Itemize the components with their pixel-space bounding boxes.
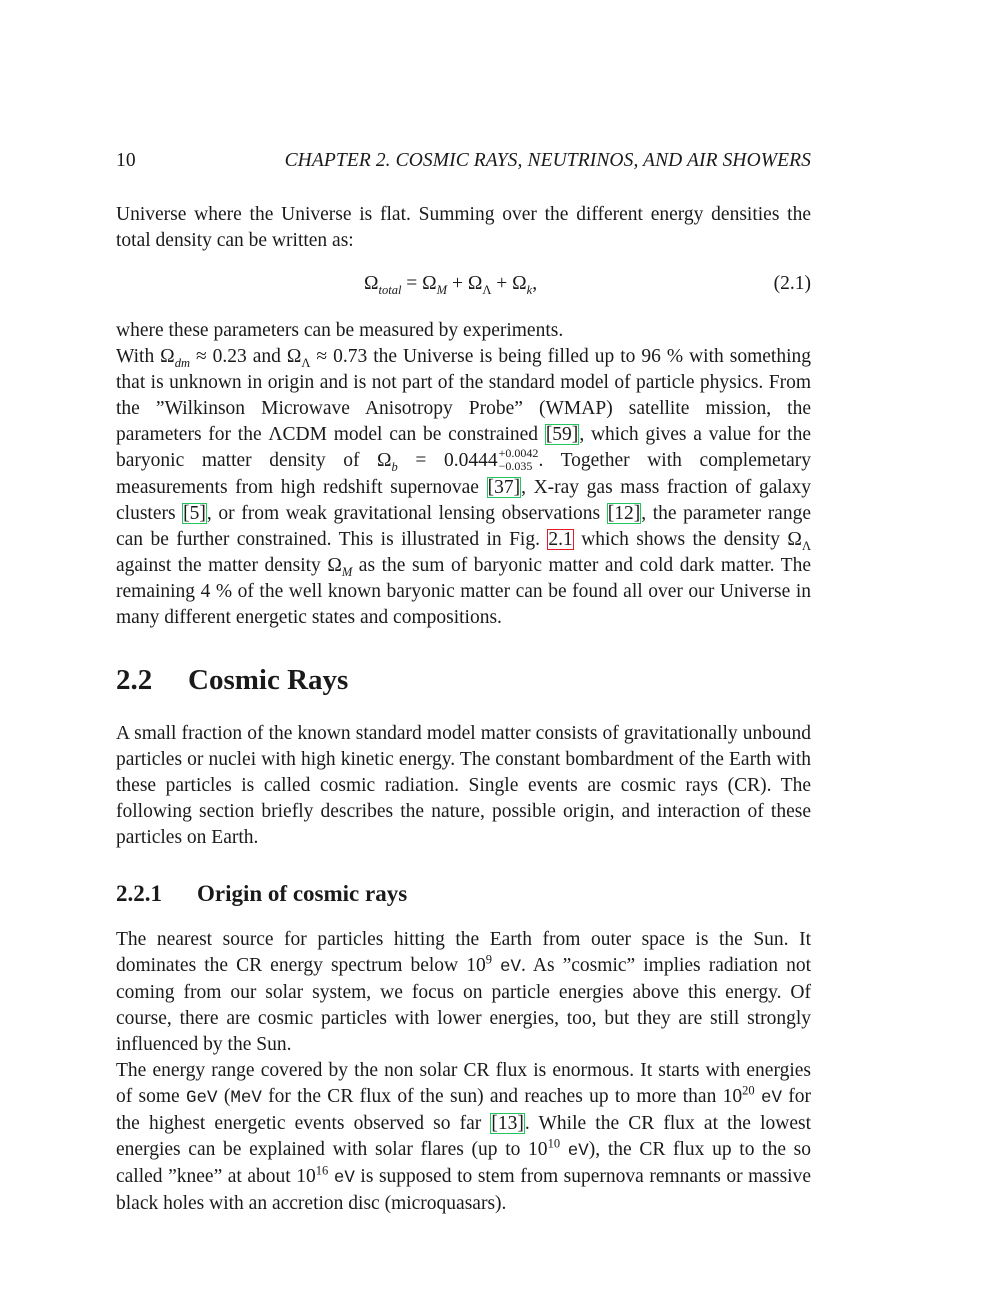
citation-link[interactable]: [13] (491, 1113, 524, 1134)
section-number: 2.2 (116, 664, 153, 696)
subsection-heading (116, 881, 407, 907)
cosmic-rays-paragraph: A small fraction of the known standard model matter consists of gravitationally unbound particles or nuclei with high kinetic energy. The constant bombardment of the Earth with these particles is called cosmic radiation. Single events are cosmic rays (CR). The following section briefly describes the nature, possible origin, and interaction of these particles on Earth. (116, 723, 811, 848)
citation-link[interactable]: [59] (545, 424, 579, 445)
origin-paragraph-2: The energy range covered by the non solar CR flux is enormous. It starts with energies of some GeV (MeV for the CR flux of the sun) and reaches up to more than $10^{20}$ eV for the highest energetic events observed so far [13]. While the CR flux at the lowest energies can be explained with solar flares (up to $10^{10}$ eV), the CR flux up to the so called ”knee” at about $10^{16}$ eV is supposed to stem from supernova remnants or massive black holes with an accretion disc (microquasars). (116, 1060, 811, 1214)
equation-2-1 (116, 273, 811, 301)
chapter-title: CHAPTER 2. COSMIC RAYS, NEUTRINOS, AND AIR SHOWERS (284, 150, 811, 171)
wmap-paragraph: With $\Omega_{dm} \approx 0.23$ and $\Omega_\Lambda \approx 0.73$ the Universe is being filled up to 96 % with something that is unknown in origin and is not part of the standard model of particle physics. From the ”Wilkinson Microwave Anisotropy Probe” (WMAP) satellite mission, the parameters for the ΛCDM model can be constrained [59], which gives a value for the baryonic matter density of $\Omega_b = 0.0444$ +0.0042 −0.035 . Together with complemetary measurements from high redshift supernovae [37], X-ray gas mass fraction of galaxy clusters [5], or from weak gravitational lensing observations [12], the parameter range can be further constrained. This is illustrated in Fig. 2.1 which shows the density $\Omega_\Lambda$ against the matter density $\Omega_M$ as the sum of baryonic matter and cold dark matter. The remaining 4 % of the well known baryonic matter can be found all over our Universe in many different energetic states and compositions. (116, 346, 812, 628)
subsection-title: Origin of cosmic rays (197, 881, 408, 906)
running-head (116, 150, 811, 172)
density-paragraph: where these parameters can be measured by experiments. With $\Omega_{dm} \approx 0.23$ and $\Omega_\Lambda \approx 0.73$ the Universe is being filled up to 96 % with something that is unknown in origin and is not part of the standard model of particle physics. From the ”Wilkinson Microwave Anisotropy Probe” (WMAP) satellite mission, the parameters for the ΛCDM model can be constrained [59], which gives a value for the baryonic matter density of $\Omega_b = 0.0444$ +0.0042 −0.035 . Together with complemetary measurements from high redshift supernovae [37], X-ray gas mass fraction of galaxy clusters [5], or from weak gravitational lensing observations [12], the parameter range can be further constrained. This is illustrated in Fig. 2.1 which shows the density $\Omega_\Lambda$ against the matter density $\Omega_M$ as the sum of baryonic matter and cold dark matter. The remaining 4 % of the well known baryonic matter can be found all over our Universe in many different energetic states and compositions. (116, 318, 811, 631)
origin-paragraphs (116, 927, 811, 1217)
citation-link[interactable]: [5] (183, 502, 206, 524)
intro-paragraph: Universe where the Universe is flat. Summing over the different energy densities the total density can be written as: (116, 204, 811, 251)
citation-link[interactable]: [37] (487, 476, 521, 498)
section-title: Cosmic Rays (188, 664, 349, 696)
page-number: 10 (116, 150, 136, 171)
subsection-number: 2.2.1 (116, 881, 162, 906)
section-heading (116, 664, 348, 697)
equation-number: (2.1) (773, 273, 811, 294)
equation-body: $\Omega_{total} = \Omega_M + \Omega_\Lambda + \Omega_k$, (364, 273, 538, 297)
figure-reference-link[interactable]: 2.1 (548, 528, 573, 550)
citation-link[interactable]: [12] (607, 502, 641, 524)
origin-paragraph-1: The nearest source for particles hitting the Earth from outer space is the Sun. It dominates the CR energy spectrum below $10^9$ eV. As ”cosmic” implies radiation not coming from our solar system, we focus on particle energies above this energy. Of course, there are cosmic particles with lower energies, too, but they are still strongly influenced by the Sun. (116, 929, 811, 1055)
